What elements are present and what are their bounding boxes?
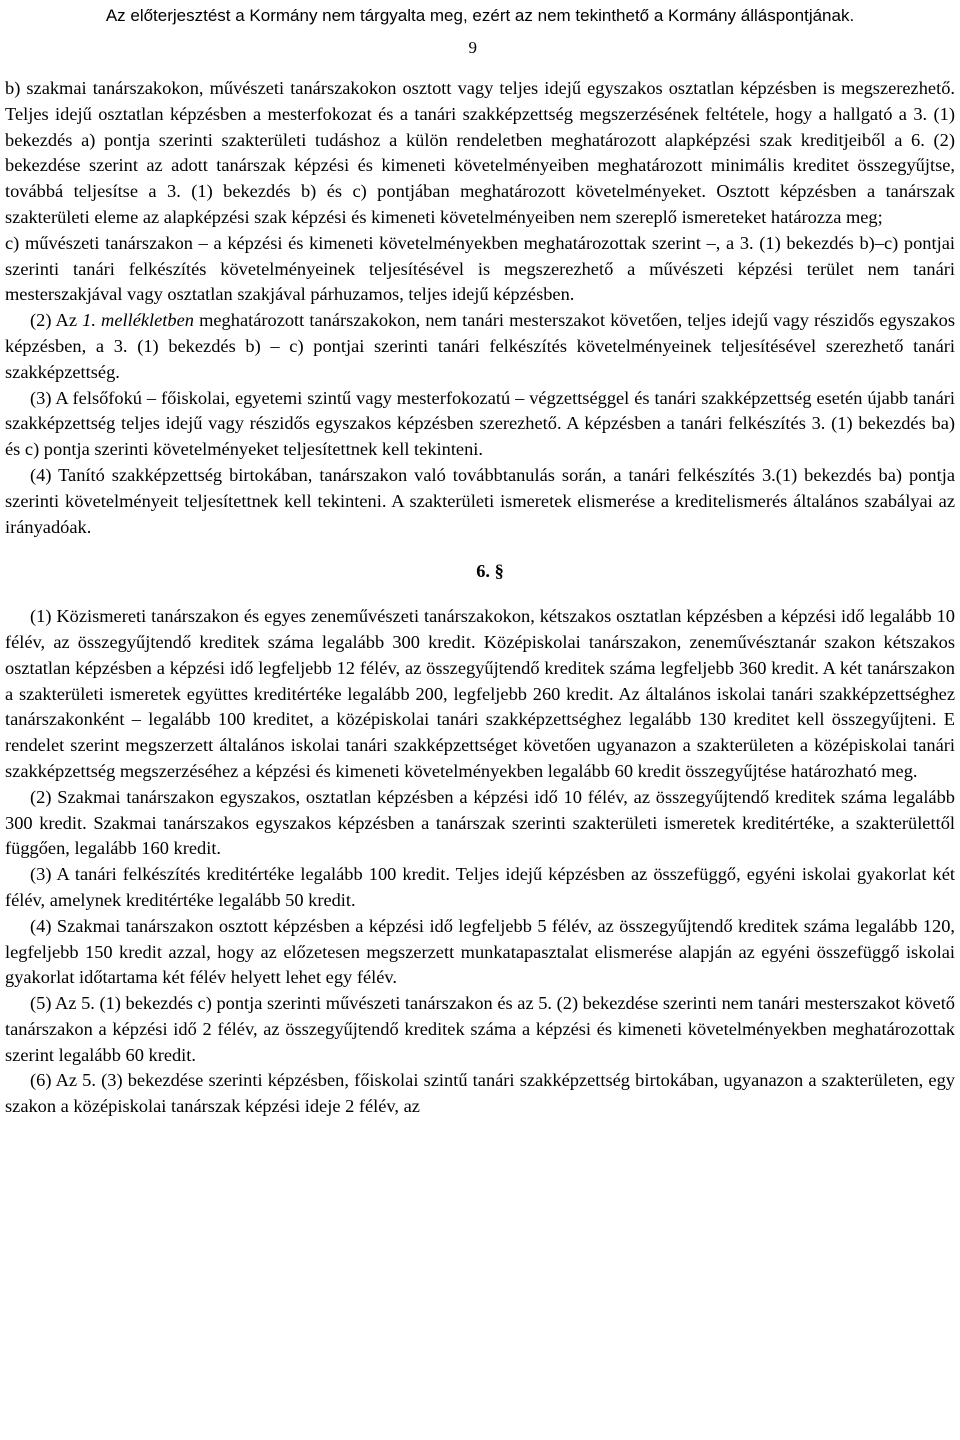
section-paragraph: (2) Szakmai tanárszakon egyszakos, osztatlan képzésben a képzési idő 10 félév, az összegyűjtendő kreditek száma legalább 300 kredit. Szakmai tanárszakos egyszakos képzésben a tanárszak szerinti szakterületi ismeretek kreditértéke, a szakterülettől függően, legalább 160 kredit. <box>5 786 955 859</box>
spacer <box>5 58 955 76</box>
paragraph-2 <box>5 308 955 385</box>
section-paragraph: (6) Az 5. (3) bekezdése szerinti képzésben, főiskolai szintű tanári szakképzettség birtokában, ugyanazon a szakterületen, egy szakon a középiskolai tanárszak képzési ideje 2 félév, az <box>5 1070 955 1117</box>
section-heading: 6. § <box>476 561 504 582</box>
section-paragraph: (5) Az 5. (1) bekezdés c) pontja szerinti művészeti tanárszakon és az 5. (2) bekezdése szerinti nem tanári mesterszakot követő tanárszakon a képzési idő 2 félév, az összegyűjtendő kreditek száma a képzési és kimeneti követelményekben meghatározottak szerint legalább 60 kredit. <box>5 993 955 1065</box>
paragraph-item-c: c) művészeti tanárszakon – a képzési és kimeneti követelményekben meghatározottak szerint –, a 3. (1) bekezdés b)–c) pontjai szerinti tanári felkészítés követelményeinek teljesítésével is megszerezhető a művészeti képzési terület nem tanári mesterszakjával vagy osztatlan szakjával párhuzamos, teljes idejű képzésben. <box>5 232 955 305</box>
paragraph-item-b: b) szakmai tanárszakokon, művészeti tanárszakokon osztott vagy teljes idejű egyszakos osztatlan képzésben is megszerezhető. Teljes idejű osztatlan képzésben a mesterfokozat és a tanári szakképzettség megszerzésének feltétele, hogy a hallgató a 3. (1) bekezdés a) pontja szerinti szakterületi tudáshoz a külön rendeletben meghatározott alapképzési szak kreditjeiből a 6. (2) bekezdése szerint az adott tanárszak képzési és kimeneti követelményeiben meghatározott minimális kreditet összegyűjtse, továbbá teljesítse a 3. (1) bekezdés b) és c) pontjában meghatározott követelményeket. Osztott képzésben a tanárszak szakterületi eleme az alapképzési szak képzési és kimeneti követelményeiben nem szereplő ismereteket határozza meg; <box>5 78 955 227</box>
paragraph-2-before: (2) Az <box>30 310 83 331</box>
section-6-body <box>5 604 955 1120</box>
section-paragraph: (4) Szakmai tanárszakon osztott képzésben a képzési idő legfeljebb 5 félév, az összegyűjtendő kreditek száma legalább 120, legfeljebb 150 kredit azzal, hogy az előzetesen megszerzett munkatapasztalat elismerése alapján az egyéni összefüggő iskolai gyakorlat időtartama két félév helyett lehet egy félév. <box>5 915 955 988</box>
page-number: 9 <box>468 38 477 57</box>
paragraph-4: (4) Tanító szakképzettség birtokában, tanárszakon való továbbtanulás során, a tanári felkészítés 3.(1) bekezdés ba) pontja szerinti követelményeit teljesítettnek kell tekinteni. A szakterületi ismeretek elismerése a kreditelismerés általános szabályai az irányadóak. <box>5 464 955 537</box>
section-5-continuation <box>5 76 955 540</box>
paragraph-3: (3) A felsőfokú – főiskolai, egyetemi szintű vagy mesterfokozatú – végzettséggel és tanári szakképzettség esetén újabb tanári szakképzettség teljes idejű vagy részidős egyszakos képzésben szerezhető. A képzésben a tanári felkészítés 3. (1) bekezdés ba) és c) pontja szerinti követelményeket teljesítettnek kell tekinteni. <box>5 387 955 460</box>
paragraph-2-reference: 1. mellékletben <box>82 310 194 331</box>
government-notice-header: Az előterjesztést a Kormány nem tárgyalta meg, ezért az nem tekinthető a Kormány álláspontjának. <box>105 6 855 25</box>
paragraph-2-after: meghatározott tanárszakokon, nem tanári mesterszakot követően, teljes idejű vagy részidős egyszakos képzésben, a 3. (1) bekezdés b) – c) pontjai szerinti tanári felkészítés követelményeinek teljesítésével szerezhető tanári szakképzettség. <box>5 310 955 382</box>
section-paragraph: (3) A tanári felkészítés kreditértéke legalább 100 kredit. Teljes idejű képzésben az összefüggő, egyéni iskolai gyakorlat két félév, amelynek kreditértéke legalább 50 kredit. <box>5 864 955 910</box>
section-paragraph: (1) Közismereti tanárszakon és egyes zeneművészeti tanárszakokon, kétszakos osztatlan képzésben a képzési idő legalább 10 félév, az összegyűjtendő kreditek száma legalább 300 kredit. Középiskolai tanárszakon, zeneművésztanár szakon kétszakos osztatlan képzésben a képzési idő legfeljebb 12 félév, az összegyűjtendő kreditek száma legfeljebb 360 kredit. A két tanárszakon a szakterületi ismeretek együttes kreditértéke legalább 200, legfeljebb 260 kredit. Az általános iskolai tanári szakképzettséghez tanárszakonként – legalább 100 kreditet, a középiskolai tanári szakképzettséghez legalább 130 kreditet kell összegyűjteni. E rendelet szerint megszerzett általános iskolai tanári szakképzettséget követően ugyanazon a szakterületen a középiskolai tanári szakképzettség megszerzéséhez a képzési és kimeneti követelményekben legalább 60 kredit összegyűjtése határozható meg. <box>5 606 955 781</box>
